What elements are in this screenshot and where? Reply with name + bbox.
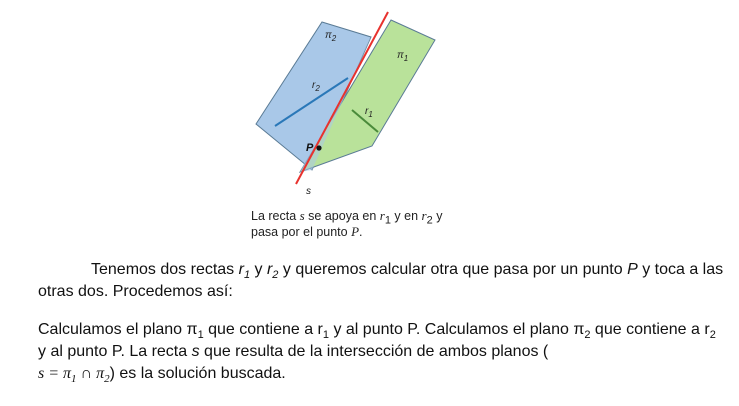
planes-diagram (248, 2, 448, 198)
paragraph-intro: Tenemos dos rectas $r_1$ y $r_2$ y queremos calcular otra que pasa por un punto P y toca a las otras dos. Procedemos así: (38, 261, 724, 300)
label-r2: $r_2$ (312, 80, 320, 93)
label-p: P (306, 142, 314, 154)
planes-figure (248, 2, 448, 198)
label-pi1: $\pi_1$ (397, 50, 409, 63)
point-p (316, 145, 321, 150)
intersection-formula: $s = \pi_1$ ∩ $\pi_2$ (38, 365, 110, 386)
label-r1: $r_1$ (365, 106, 373, 119)
paragraph-procedure: Calculamos el plano $\pi_1$ que contiene a $r_1$ y al punto P. Calculamos el plano $\pi_2$ que contiene a $r_2$ y al punto P. La recta s que resulta de la intersección de ambos planos ( $s = \pi_1$ ∩ $\pi_2$) es la solución buscada. (38, 321, 716, 386)
label-pi2: $\pi_2$ (325, 30, 337, 43)
figure-caption: La recta s se apoya en $r_1$ y en $r_2$ y pasa por el punto P. (251, 208, 443, 239)
label-s: s (306, 186, 311, 197)
